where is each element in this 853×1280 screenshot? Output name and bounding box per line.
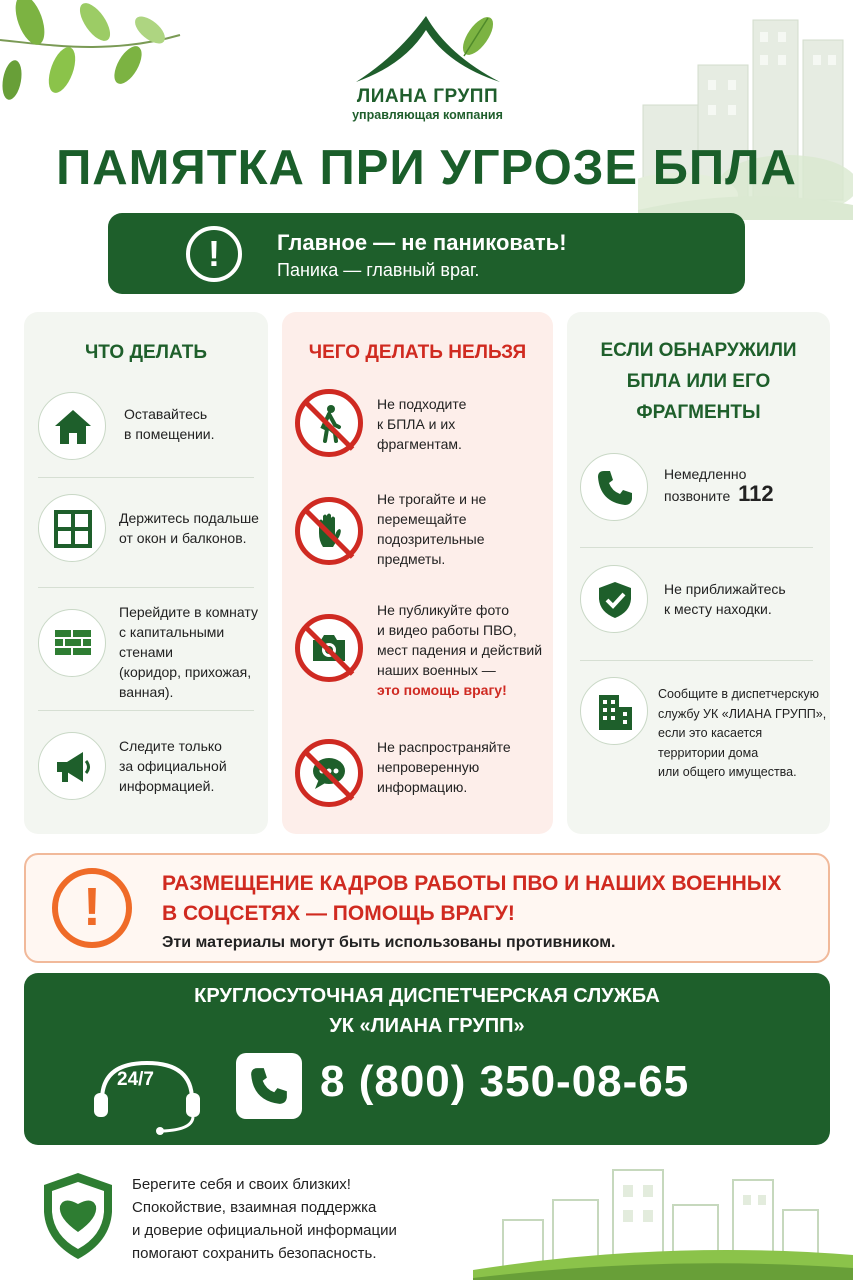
found-item-text: Сообщите в диспетчерскую — [658, 687, 819, 701]
found-column-title — [567, 335, 830, 428]
do-item-text: Оставайтесь — [124, 406, 208, 422]
found-item-text: Не приближайтесь — [664, 581, 786, 597]
do-item-text: в помещении. — [124, 426, 215, 442]
no-chat-icon — [295, 739, 363, 807]
dont-column — [282, 312, 553, 834]
found-item-text: Немедленно — [664, 466, 747, 482]
divider — [38, 477, 254, 478]
warning-headline: РАЗМЕЩЕНИЕ КАДРОВ РАБОТЫ ПВО И НАШИХ ВОЕННЫХ — [162, 872, 782, 895]
emergency-number: 112 — [738, 481, 774, 506]
warning-headline: В СОЦСЕТЯХ — ПОМОЩЬ ВРАГУ! — [162, 902, 515, 925]
warning-box — [24, 853, 830, 963]
found-item-text: если это касается — [658, 726, 763, 740]
found-item-text: к месту находки. — [664, 601, 772, 617]
dont-item-text: мест падения и действий — [377, 642, 543, 658]
do-column — [24, 312, 268, 834]
do-item-text: информацией. — [119, 778, 215, 794]
dispatch-panel — [24, 973, 830, 1145]
logo-subtitle: управляющая компания — [352, 108, 503, 122]
dont-item-text: подозрительные — [377, 531, 485, 547]
divider — [38, 710, 254, 711]
dont-item-text: наших военных — — [377, 662, 496, 678]
dont-item-text: и видео работы ПВО, — [377, 622, 517, 638]
dont-column-title: ЧЕГО ДЕЛАТЬ НЕЛЬЗЯ — [308, 342, 527, 363]
alert-headline: Главное — не паниковать! — [277, 230, 567, 255]
divider — [580, 660, 813, 661]
window-icon — [38, 494, 106, 562]
support-247-badge: 24/7 — [117, 1069, 154, 1090]
divider — [38, 587, 254, 588]
do-item-text: Перейдите в комнату — [119, 604, 258, 620]
shield-check-icon — [580, 565, 648, 633]
found-title-line: БПЛА ИЛИ ЕГО — [626, 371, 771, 392]
exclamation-icon: ! — [52, 868, 132, 948]
megaphone-icon — [38, 732, 106, 800]
alert-subline: Паника — главный враг. — [277, 260, 480, 280]
phone-icon — [236, 1053, 302, 1119]
dont-item-text: перемещайте — [377, 511, 467, 527]
no-camera-icon — [295, 614, 363, 682]
house-icon — [38, 392, 106, 460]
exclamation-icon: ! — [186, 226, 242, 282]
found-item-text: территории дома — [658, 745, 759, 760]
do-item-text: за официальной — [119, 758, 227, 774]
company-logo — [340, 10, 515, 130]
leaves-decoration — [0, 0, 190, 110]
do-item-text: ванная). — [119, 684, 174, 700]
headset-icon — [92, 1055, 202, 1135]
brick-wall-icon — [38, 609, 106, 677]
do-item-text: с капитальными стенами — [119, 624, 225, 660]
no-walking-icon — [295, 389, 363, 457]
do-item-text: Держитесь подальше — [119, 510, 259, 526]
do-item-text: (коридор, прихожая, — [119, 664, 252, 680]
city-bottom-decoration — [473, 1160, 853, 1280]
footer-line: Берегите себя и своих близких! — [132, 1176, 351, 1193]
do-item-text: Следите только — [119, 738, 222, 754]
found-item-text — [664, 481, 774, 506]
do-item-text: от окон и балконов. — [119, 530, 247, 546]
warning-note: Эти материалы могут быть использованы противником. — [162, 934, 616, 951]
dispatch-company: УК «ЛИАНА ГРУПП» — [329, 1015, 525, 1037]
found-title-line: ЕСЛИ ОБНАРУЖИЛИ — [600, 340, 797, 361]
dont-item-emphasis: это помощь врагу! — [377, 682, 507, 698]
dont-item-text: Не публикуйте фото — [377, 602, 509, 618]
footer-line: Спокойствие, взаимная поддержка — [132, 1199, 377, 1216]
footer-message — [132, 1173, 462, 1265]
building-icon — [580, 677, 648, 745]
dont-item-text: Не подходите — [377, 396, 467, 412]
dont-item-text: непроверенную — [377, 759, 480, 775]
divider — [580, 547, 813, 548]
footer-line: помогают сохранить безопасность. — [132, 1245, 377, 1262]
dont-item-text: информацию. — [377, 779, 468, 795]
no-touch-icon — [295, 497, 363, 565]
do-column-title: ЧТО ДЕЛАТЬ — [84, 342, 208, 363]
logo-name: ЛИАНА ГРУПП — [356, 86, 499, 107]
found-item-text: или общего имущества. — [658, 765, 797, 779]
phone-icon — [580, 453, 648, 521]
found-item-text: службу УК «ЛИАНА ГРУПП», — [658, 706, 827, 721]
found-column — [567, 312, 830, 834]
dispatch-title: КРУГЛОСУТОЧНАЯ ДИСПЕТЧЕРСКАЯ СЛУЖБА — [194, 985, 660, 1007]
dont-item-text: Не трогайте и не — [377, 491, 487, 507]
alert-banner — [108, 213, 745, 294]
found-title-line: ФРАГМЕНТЫ — [636, 402, 761, 423]
found-item-text-part: позвоните — [664, 488, 731, 504]
dont-item-text: предметы. — [377, 551, 446, 567]
heart-shield-icon — [40, 1170, 116, 1262]
dont-item-text: фрагментам. — [377, 436, 462, 452]
footer-line: и доверие официальной информации — [132, 1222, 397, 1239]
dispatch-phone-number[interactable]: 8 (800) 350-08-65 — [320, 1057, 690, 1106]
page-title: ПАМЯТКА ПРИ УГРОЗЕ БПЛА — [56, 141, 797, 195]
roof-leaf-icon — [348, 10, 508, 88]
dont-item-text: Не распространяйте — [377, 739, 511, 755]
dont-item-text: к БПЛА и их — [377, 416, 456, 432]
